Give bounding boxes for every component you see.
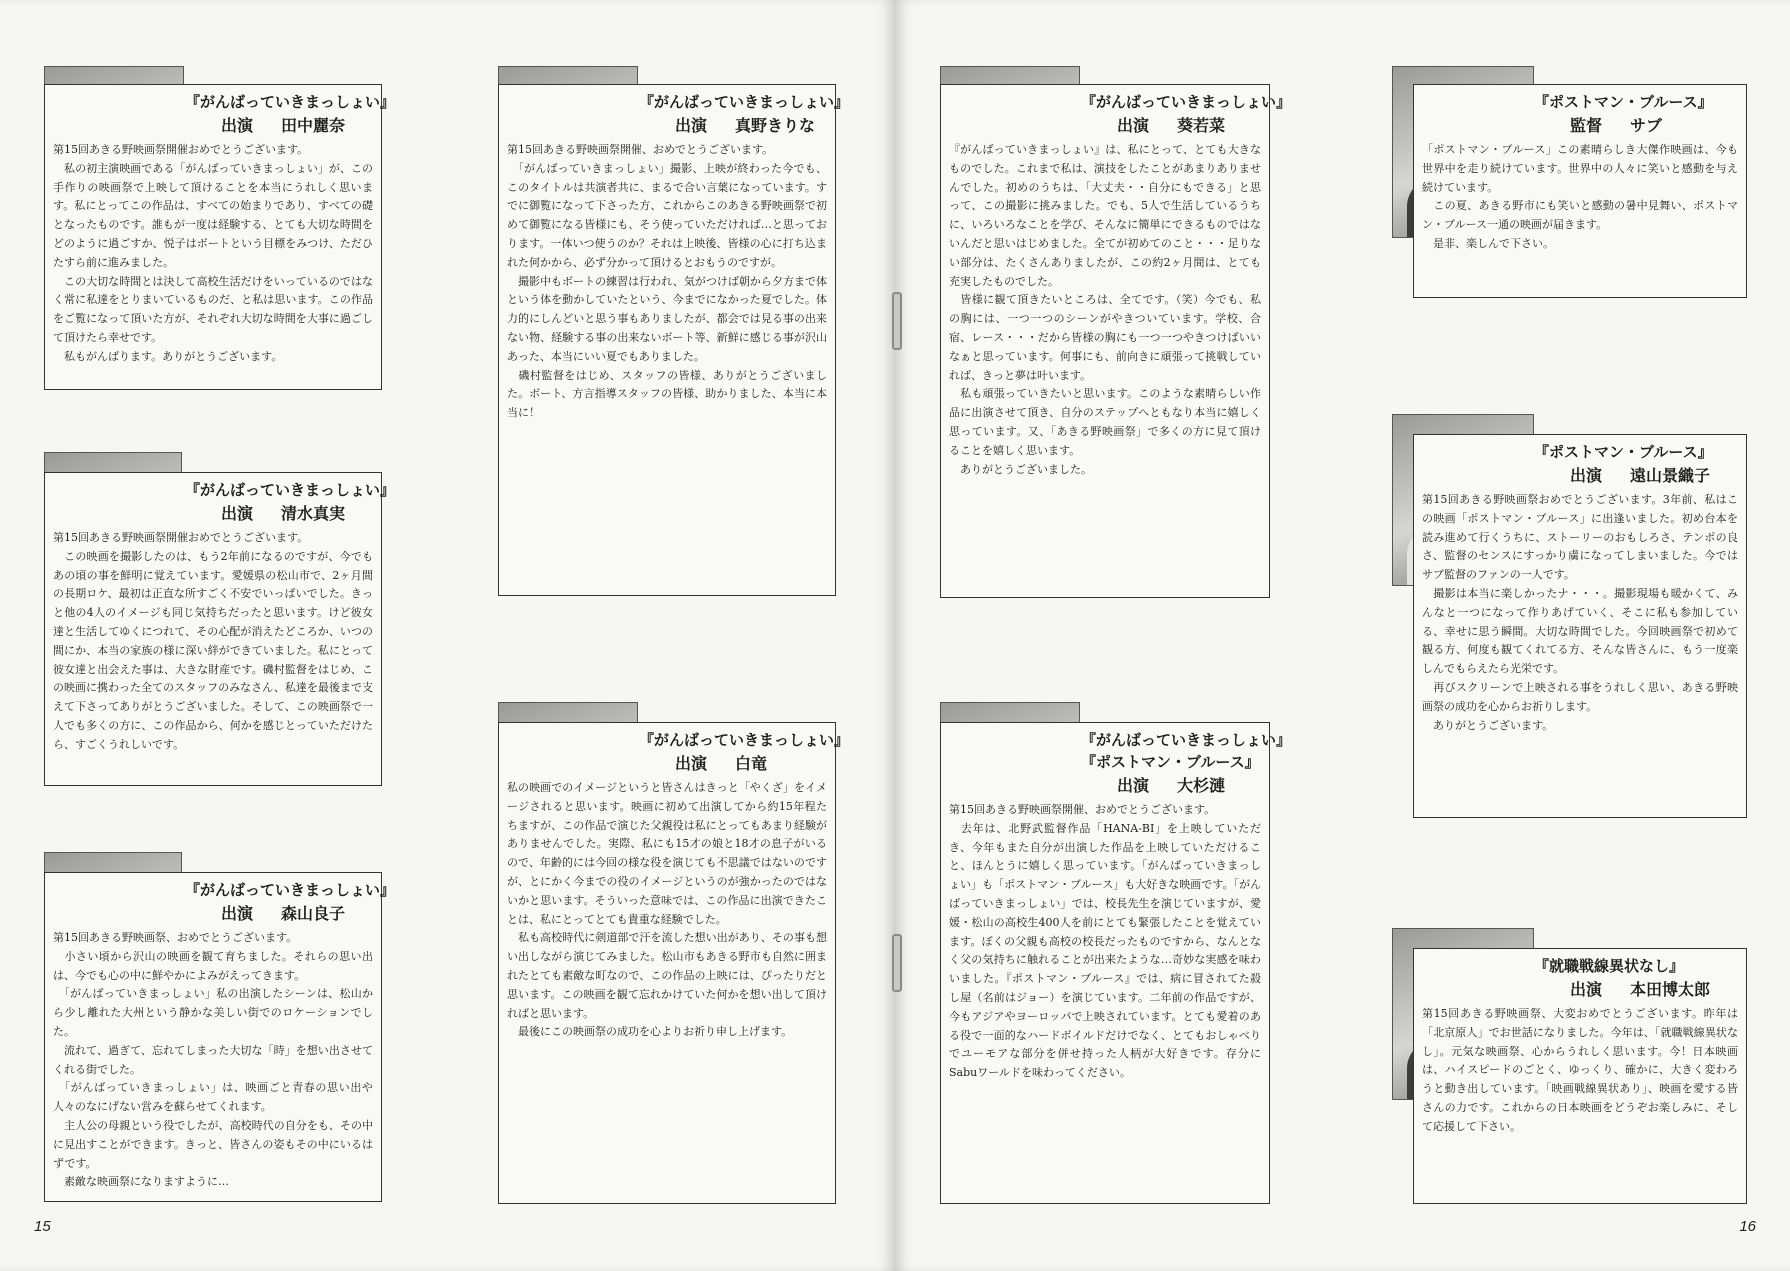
profile-card [44, 472, 396, 786]
person-name: 田中麗奈 [281, 116, 346, 135]
right-page [895, 0, 1790, 1271]
profile-message: 第15回あきる野映画祭、大変おめでとうございます。昨年は「北京原人」でお世話になりました。今年は、「就職戦線異状なし」。元気な映画祭、心からうれしく思います。今！日本映画は、ハイスピードのごとく、ゆっくり、確かに、大きく変わろうと動き出しています。「映画戦線異状あり」、映画を愛する皆さんの力です。これからの日本映画をどうぞお楽しみに、そして応援して下さい。 [1422, 1007, 1738, 1133]
film-title: 『ポストマン・ブルース』 [1534, 93, 1713, 111]
profile-message: 私の映画でのイメージというと皆さんはきっと「やくざ」をイメージされると思います。映画に初めて出演してから約15年程たちますが、この作品で演じた父親役は私にとってもあまり経験がありませんでした。実際、私にも15才の娘と18才の息子がいるので、年齢的には今回の様な役を演じても不思議ではないのですが、とにかく今までの役のイメージというのが強かったのではないかと思います。そういった意味では、この作品に出演できたことは、私にとってとても貴重な経験でした。 私も高校時代に剣道部で汗を流した想い出があり、その事も想い出しながら演じてみました。松山市もあきる野市も自然に囲まれたとても素敵な町なので、この作品の上映には、ぴったりだと思います。この映画を観て忘れかけていた何かを想い出して頂ければと思います。 最後にこの映画祭の成功を心よりお祈り申し上げます。 [507, 781, 827, 1039]
profile-card [44, 84, 396, 390]
person-name: 遠山景織子 [1630, 466, 1711, 485]
binding-staple [892, 934, 902, 992]
role-label: 出演 [1117, 776, 1150, 795]
profile-message: 『がんばっていきまっしょい』は、私にとって、とても大きなものでした。これまで私は、演技をしたことがあまりありませんでした。初めのうちは、「大丈夫・・自分にもできる」と思って、この撮影に挑みました。でも、5人で生活しているうちに、いろいろなことを学び、そんなに簡単にできるものではないんだと思いはじめました。全てが初めてのこと・・・足りない部分は、たくさんありましたが、この約2ヶ月間は、とても充実したものでした。 皆様に観て頂きたいところは、全てです。（笑）今でも、私の胸には、一つ一つのシーンがやきついています。学校、合宿、レース・・・だから皆様の胸にも一つ一つやきつけばいいなぁと思っています。何事にも、前向きに頑張って挑戦していれば、きっと夢は叶います。 私も頑張っていきたいと思います。このような素晴らしい作品に出演させて頂き、自分のステップへともなり本当に嬉しく思っています。又、「あきる野映画祭」で多くの方に見て頂けることを嬉しく思います。 ありがとうございました。 [949, 143, 1261, 476]
person-name: 大杉漣 [1177, 776, 1226, 795]
profile-card [1413, 948, 1747, 1204]
profile-card [498, 722, 850, 1204]
role-label: 出演 [1570, 466, 1603, 485]
role-label: 出演 [221, 504, 254, 523]
film-title: 『がんばっていきまっしょい』 [1081, 93, 1292, 111]
person-name: サブ [1630, 116, 1663, 135]
role-label: 出演 [221, 904, 254, 923]
profile-card [1413, 434, 1747, 818]
person-name: 白竜 [735, 754, 768, 773]
role-label: 出演 [675, 754, 708, 773]
profile-card [44, 872, 396, 1202]
person-name: 清水真実 [281, 504, 346, 523]
person-name: 森山良子 [281, 904, 346, 923]
film-title: 『がんばっていきまっしょい』 [639, 731, 850, 749]
page-number: 16 [1739, 1218, 1756, 1235]
role-label: 出演 [221, 116, 254, 135]
person-name: 本田博太郎 [1630, 980, 1711, 999]
role-label: 監督 [1570, 116, 1603, 135]
film-title: 『がんばっていきまっしょい』 [185, 481, 396, 499]
profile-message: 第15回あきる野映画祭開催おめでとうございます。 この映画を撮影したのは、もう2年前になるのですが、今でもあの頃の事を鮮明に覚えています。愛媛県の松山市で、2ヶ月間の長期ロケ、最初は正直な所すごく不安でいっぱいでした。きっと他の4人のイメージも同じ気持ちだったと思います。けど彼女達と生活してゆくにつれて、その心配が消えたどころか、いつの間にか、本当の家族の様に深い絆ができていました。私にとって彼女達と出会えた事は、大きな財産です。磯村監督をはじめ、この映画に携わった全てのスタッフのみなさん、私達を最後まで支えて下さってありがとうございました。そして、この映画祭で一人でも多くの方に、この作品から、何かを感じとっていただけたら、すごくうれしいです。 [53, 531, 373, 751]
profile-message: 第15回あきる野映画祭開催、おめでとうございます。 「がんばっていきまっしょい」撮影、上映が終わった今でも、このタイトルは共演者共に、まるで合い言葉になっています。すでに御覧になって下さった方、これからこのあきる野映画祭で初めて御覧になる皆様にも、そう使っていただければ…と思っております。一体いつ使うのか？それは上映後、皆様の心に打ち込まれた何かから、必ず分かって頂けるとおもうのですが。 撮影中もボートの練習は行われ、気がつけば朝から夕方まで体という体を動かしていたという、今までになかった夏でした。体力的にしんどいと思う事もありましたが、都会では見る事の出来ない物、経験する事の出来ないボート等、新鮮に感じる事が沢山あった、本当にいい夏でもありました。 磯村監督をはじめ、スタッフの皆様、ありがとうございました。ボート、方言指導スタッフの皆様、助かりました、本当に本当に！ [507, 143, 827, 420]
film-title: 『ポストマン・ブルース』 [1534, 443, 1713, 461]
profile-message: 第15回あきる野映画祭、おめでとうございます。 小さい頃から沢山の映画を観て育ちました。それらの思い出は、今でも心の中に鮮やかによみがえってきます。 「がんばっていきまっしょい」私の出演したシーンは、松山から少し離れた大州という静かな美しい街でのロケーションでした。 流れて、過ぎて、忘れてしまった大切な「時」を想い出させてくれる街でした。 「がんばっていきまっしょい」は、映画ごと青春の思い出や人々のなにげない営みを蘇らせてくれます。 主人公の母親という役でしたが、高校時代の自分をも、その中に見出すことができます。きっと、皆さんの姿もその中にいるはずです。 素敵な映画祭になりますように… [53, 931, 373, 1189]
profile-message: 第15回あきる野映画祭開催おめでとうございます。 私の初主演映画である「がんばっていきまっしょい」が、この手作りの映画祭で上映して頂けることを本当にうれしく思います。私にとってこの作品は、すべての始まりであり、すべての礎となったものです。誰もが一度は経験する、とても大切な時間をどのように過ごすか、悦子はボートという目標をみつけ、ただひたすら前に進みました。 この大切な時間とは決して高校生活だけをいっているのではなく常に私達をとりまいているものだ、と私は思います。この作品をご覧になって頂いた方が、それぞれ大切な時間を大事に過ごして頂けたら幸せです。 私もがんばります。ありがとうございます。 [53, 143, 373, 363]
role-label: 出演 [1117, 116, 1150, 135]
film-title: 『就職戦線異状なし』 [1534, 957, 1685, 975]
role-label: 出演 [1570, 980, 1603, 999]
film-title: 『がんばっていきまっしょい』 [185, 881, 396, 899]
profile-message: 「ポストマン・ブルース」この素晴らしき大傑作映画は、今も世界中を走り続けています。世界中の人々に笑いと感動を与え続けています。 この夏、あきる野市にも笑いと感動の暑中見舞い、ポストマン・ブルース一通の映画が届きます。 是非、楽しんで下さい。 [1422, 143, 1738, 250]
person-name: 真野きりな [735, 116, 816, 135]
profile-message: 第15回あきる野映画祭開催、おめでとうございます。 去年は、北野武監督作品「HANA-BI」を上映していただき、今年もまた自分が出演した作品を上映していただけること、ほんとうに嬉しく思っています。「がんばっていきまっしょい」も「ポストマン・ブルース」も大好きな映画です。「がんばっていきまっしょい」では、校長先生を演じていますが、愛媛・松山の高校生400人を前にとても緊張したことを覚えています。ぼくの父親も高校の校長だったものですから、なんとなく父の気持ちに触れることが出来たような…奇妙な実感を味わいました。『ポストマン・ブルース』では、病に冒されてた殺し屋（名前はジョー）を演じています。二年前の作品ですが、今もアジアやヨーロッパで上映されています。とても愛着のある役で一面的なハードボイルドだけでなく、とてもおしゃべりでユーモアな部分を併せ持った人柄が大好きです。存分にSabuワールドを味わってください。 [949, 803, 1261, 1080]
film-title-secondary: 『ポストマン・ブルース』 [1081, 753, 1260, 771]
film-title: 『がんばっていきまっしょい』 [185, 93, 396, 111]
role-label: 出演 [675, 116, 708, 135]
profile-card [498, 84, 850, 596]
person-name: 葵若菜 [1177, 116, 1226, 135]
profile-card [1413, 84, 1747, 298]
film-title: 『がんばっていきまっしょい』 [1081, 731, 1292, 749]
page-number: 15 [34, 1218, 51, 1235]
binding-staple [892, 292, 902, 350]
profile-message: 第15回あきる野映画祭おめでとうございます。3年前、私はこの映画「ポストマン・ブルース」に出逢いました。初め台本を読み進めて行くうちに、ストーリーのおもしろさ、テンポの良さ、監督のセンスにすっかり虜になってしまいました。今ではサブ監督のファンの一人です。 撮影は本当に楽しかったナ・・・。撮影現場も暖かくて、みんなと一つになって作りあげていく、そこに私も参加している、幸せに思う瞬間。大切な時間でした。今回映画祭で初めて観る方、何度も観てくれてる方、そんな皆さんに、もう一度楽しんでもらえたら光栄です。 再びスクリーンで上映される事をうれしく思い、あきる野映画祭の成功を心からお祈りします。 ありがとうございます。 [1422, 493, 1738, 732]
profile-card [940, 84, 1292, 598]
profile-card [940, 722, 1292, 1204]
film-title: 『がんばっていきまっしょい』 [639, 93, 850, 111]
